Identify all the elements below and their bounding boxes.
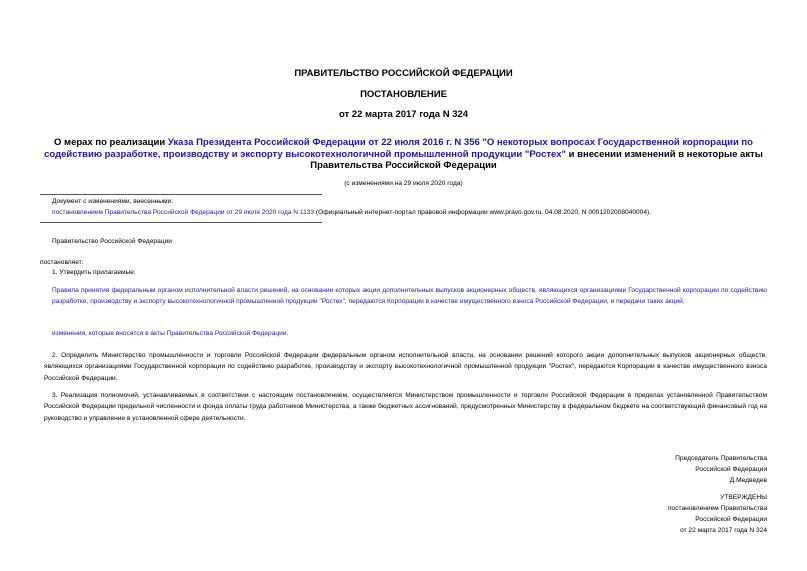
approved-org: Российской Федерации [695, 516, 767, 523]
amending-decree-link[interactable]: постановлением Правительства Российской Федерации от 29 июля 2020 года N 1133 [52, 209, 315, 216]
title-prefix: О мерах по реализации [54, 137, 168, 148]
approved-heading: УТВЕРЖДЕНЫ [720, 494, 767, 501]
amended-note: (с изменениями на 29 июля 2020 года) [344, 180, 463, 187]
approved-date: от 22 марта 2017 года N 324 [680, 527, 767, 534]
divider-top [40, 194, 322, 195]
changes-line [52, 207, 767, 218]
doc-type-heading: ПОСТАНОВЛЕНИЕ [360, 89, 447, 100]
government-heading: ПРАВИТЕЛЬСТВО РОССИЙСКОЙ ФЕДЕРАЦИИ [294, 68, 513, 79]
decrees-word: постановляет: [40, 259, 84, 266]
item-3: 3. Реализация полномочий, устанавливаемых в соответствии с настоящим постановлением, осуществляется Министерством промышленности и торговли Российской Федерации в пределах установленной Правительством Российской Федерации предельной численности и фонда оплаты труда работников Министерства, а также бюджетных ассигнований, предусмотренных Министерству в федеральном бюджете на соответствующий финансовый год на руководство и управление в установленной сфере деятельности. [44, 392, 767, 422]
item-1: 1. Утвердить прилагаемые: [52, 269, 136, 276]
divider-bottom [40, 222, 322, 223]
signature-org: Российской Федерации [695, 466, 767, 473]
approved-by: постановлением Правительства [667, 505, 767, 512]
changes-acts-link[interactable]: изменения, которые вносятся в акты Правительства Российской Федерации. [52, 330, 289, 337]
signature-name: Д.Медведев [729, 477, 767, 484]
title-suffix: и внесении изменений в некоторые акты Правительства Российской Федерации [310, 148, 763, 171]
issuer: Правительство Российской Федерации [52, 238, 172, 245]
president-decree-link[interactable]: Указа Президента Российской Федерации от 22 июля 2016 г. N 356 "О некоторых вопросах Государственной корпорации по содействию разработке, производству и экспорту высокотехнологичной промышленной продукции "Ростех" [44, 137, 753, 160]
document-title [40, 137, 767, 172]
rules-link[interactable]: Правила принятия федеральным органом исполнительной власти решений, на основании которых акции дополнительных выпусков акционерных обществ, являющихся организациями Государственной корпорации по содействию разработке, производству и экспорту высокотехнологичной промышленной продукции "Ростех", передаются Корпорации в качестве имущественного взноса Российской Федерации, и передачи таких акций; [52, 287, 767, 306]
approved-block [567, 492, 767, 536]
signature-position: Председатель Правительства [675, 455, 767, 462]
changes-label: Документ с изменениями, внесенными: [52, 198, 174, 205]
signature-block [567, 453, 767, 486]
doc-date-number: от 22 марта 2017 года N 324 [338, 109, 469, 120]
changes-source: (Официальный интернет-портал правовой информации www.pravo.gov.ru, 04.08.2020, N 0001202008040004). [314, 209, 652, 216]
item-2: 2. Определить Министерство промышленности и торговли Российской Федерации федеральным органом исполнительной власти, на основании решений которого акции дополнительных выпусков акционерных обществ, являющихся организациями Государственной корпорации по содействию разработке, производству и экспорту высокотехнологичной промышленной продукции "Ростех", передаются Корпорации в качестве имущественного взноса Российской Федерации. [44, 352, 767, 382]
